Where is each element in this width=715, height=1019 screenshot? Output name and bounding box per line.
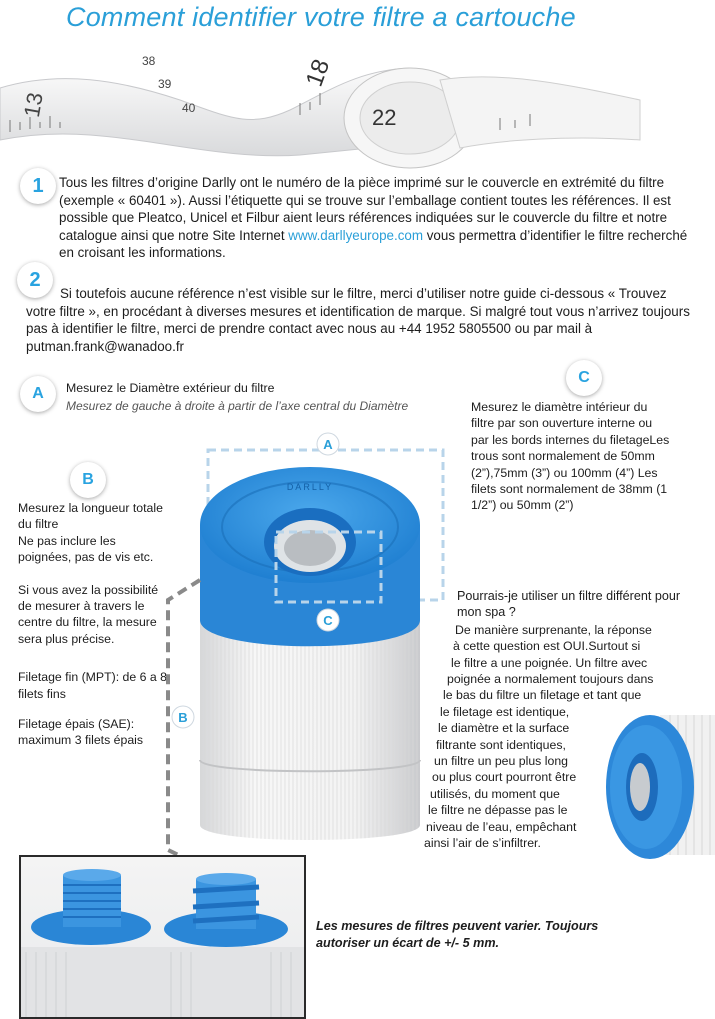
alternate-filter-image (590, 705, 715, 865)
step-1-marker (20, 168, 56, 204)
filter-label-c: C (323, 613, 333, 628)
question-line-3: le filtre a une poignée. Un filtre avec (451, 655, 648, 670)
question-line-6: le filetage est identique, (440, 704, 570, 719)
section-a-subtitle: Mesurez de gauche à droite à partir de l’axe central du Diamètre (66, 399, 409, 413)
filter-label-b: B (178, 710, 188, 725)
section-a-marker (20, 376, 56, 412)
thread-comparison-photo (19, 855, 306, 1019)
question-line-1: De manière surprenante, la réponse (455, 622, 652, 637)
filter-label-a: A (323, 437, 333, 452)
question-line-11: utilisés, du moment que (430, 786, 560, 801)
tape-number-40: 40 (182, 101, 196, 115)
tape-number-39: 39 (158, 77, 172, 91)
step-1-number: 1 (32, 174, 44, 197)
question-line-13: niveau de l’eau, empêchant (426, 819, 577, 834)
tape-number-22: 22 (372, 105, 397, 130)
question-line-2: à cette question est OUI.Surtout si (453, 639, 641, 654)
measuring-tape-image (0, 40, 715, 180)
step-1-text-end: vous permettra d’identifier le filtre recherché en croisant les informations. (59, 227, 688, 261)
question-line-10: ou plus court pourront être (432, 770, 577, 785)
section-b-line-2: Si vous avez la possibilité de mesurer à travers le centre du filtre, la mesure sera plus précise. (18, 582, 159, 646)
section-c-marker (566, 360, 602, 396)
fine-thread-text: Filetage fin (MPT): de 6 a 8 filets fins (18, 670, 167, 701)
step-2-number: 2 (29, 268, 41, 291)
section-b-line-1: Ne pas inclure les poignées, pas de vis etc. (18, 533, 154, 565)
section-b-marker (70, 462, 106, 498)
question-line-8: filtrante sont identiques, (436, 737, 566, 752)
section-c-letter: C (578, 369, 590, 386)
question-line-14: ainsi l’air de s’infiltrer. (424, 836, 541, 851)
section-b-title: Mesurez la longueur totale du filtre (18, 501, 163, 532)
cap-brand-text: DARLLY (286, 482, 334, 492)
tolerance-note: Les mesures de filtres peuvent varier. Toujours autoriser un écart de +/- 5 mm. (316, 919, 599, 950)
step-1-text: Tous les filtres d’origine Darlly ont le numéro de la pièce imprimé sur le couvercle en extrémité du filtre (exemple « 60401 »). Aussi l’étiquette qui se trouve sur l’emballage contient toutes les références. Il est possible que Pleatco, Unicel et Filbur aient leurs références indiquées sur le couvercle du filtre et notre catalogue ainsi que notre Site Internet (59, 175, 671, 243)
question-line-7: le diamètre et la surface (438, 721, 570, 736)
tape-number-13: 13 (18, 90, 48, 120)
tape-number-18: 18 (300, 55, 336, 91)
darlly-website-link[interactable]: www.darllyeurope.com (288, 227, 424, 243)
question-line-4: poignée a normalement toujours dans (447, 672, 654, 687)
question-line-5: le bas du filtre un filetage et tant que (443, 688, 642, 703)
tape-number-38: 38 (142, 54, 156, 68)
step-2-paragraph: Si toutefois aucune référence n’est visible sur le filtre, merci d’utiliser notre guide ci-dessous « Trouvez votre filtre », en procédant à diverses mesures et identification de marque. Si malgré tout vous n’arrivez toujours pas à identifier le filtre, merci de prendre contact avec nous au +44 1952 5805500 ou par mail à putman.frank@wanadoo.fr (26, 286, 690, 354)
section-b-block (18, 500, 170, 749)
step-1-paragraph (59, 174, 695, 262)
thread-types-image (21, 857, 304, 1017)
section-b-letter: B (82, 471, 94, 488)
question-line-9: un filtre un peu plus long (434, 754, 568, 769)
section-a-letter: A (32, 385, 44, 402)
coarse-thread-text: Filetage épais (SAE): maximum 3 filets épais (18, 717, 144, 748)
section-a-title: Mesurez le Diamètre extérieur du filtre (66, 381, 275, 395)
question-line-12: le filtre ne dépasse pas le (428, 803, 568, 818)
question-title: Pourrais-je utiliser un filtre différent pour mon spa ? (457, 589, 681, 620)
page-title: Comment identifier votre filtre a cartouche (66, 2, 576, 32)
section-c-text: Mesurez le diamètre intérieur du filtre par son ouverture interne ou par les bords internes du filetageLes trous sont normalement de 50mm (2”),75mm (3”) ou 100mm (4”) Les filets sont normalement de 38mm (1 1/2”) ou 50mm (2”) (471, 400, 670, 513)
